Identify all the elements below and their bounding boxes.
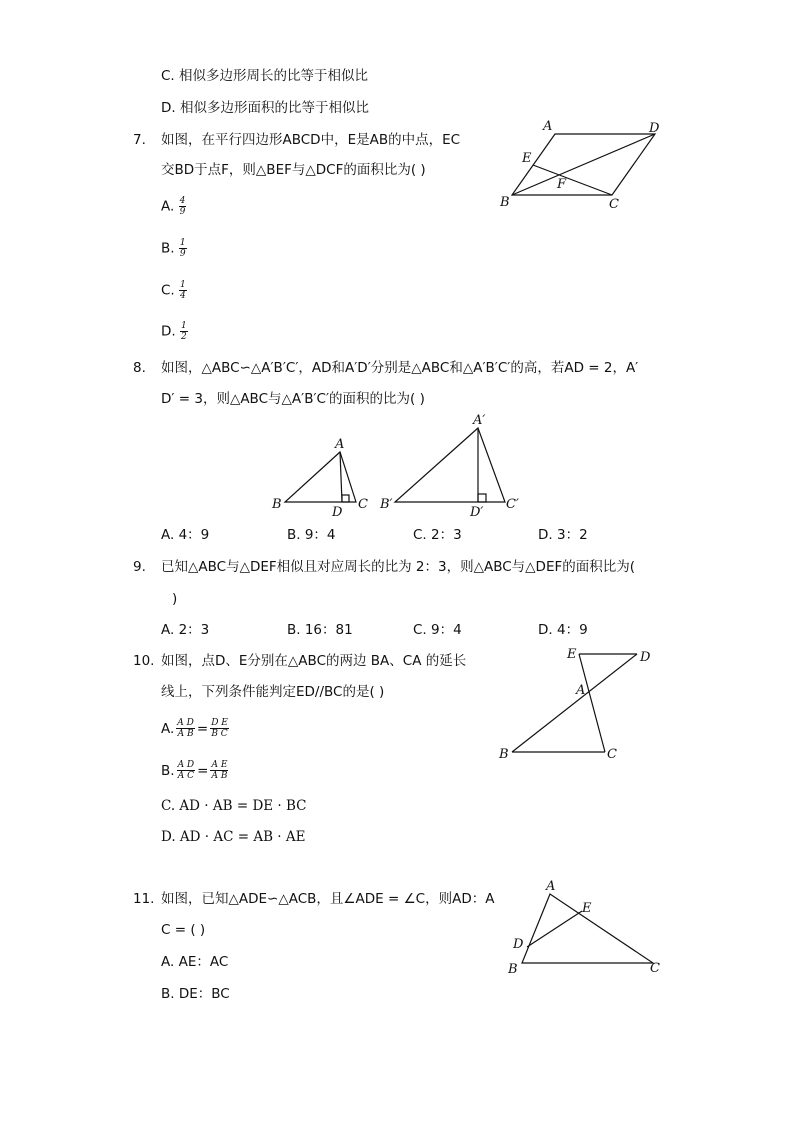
label-a: A: [543, 119, 553, 134]
q7-stem-line1: 如图，在平行四边形ABCD中，E是AB的中点，EC: [161, 132, 461, 148]
q8-option-a: A. 4：9: [161, 527, 210, 543]
q9-option-c: C. 9：4: [413, 622, 462, 638]
q10-a-fraction-left: $\frac{\text{A D}}{\text{A B}}$: [177, 718, 194, 739]
q8-stem-line2: D′ = 3，则△ABC与△A′B′C′的面积的比为( ): [161, 391, 425, 407]
q9-stem-line1: 已知△ABC与△DEF相似且对应周长的比为 2：3，则△ABC与△DEF的面积比为(: [161, 559, 636, 575]
label-e: E: [522, 151, 532, 166]
label-a-prime: A′: [473, 413, 486, 428]
label-a: A: [576, 683, 586, 698]
label-e: E: [567, 647, 577, 662]
q7-option-c-fraction: $\frac{1}{4}$: [180, 280, 186, 301]
label-d-prime: D′: [470, 505, 484, 520]
q7-number: 7.: [133, 132, 146, 148]
q10-option-c: C. AD · AB = DE · BC: [161, 798, 307, 814]
right-angle-d: [342, 495, 349, 502]
label-c: C: [650, 961, 660, 976]
q10-number: 10.: [133, 653, 155, 669]
q9-option-d: D. 4：9: [538, 622, 588, 638]
q10-option-b: B. $\frac{\text{A D}}{\text{A C}}$ = $\frac{\text{A E}}{\text{A B}}$: [161, 760, 228, 781]
segment-ec: [579, 654, 605, 752]
label-a: A: [546, 879, 556, 894]
q9-option-b: B. 16：81: [287, 622, 353, 638]
label-c: C: [358, 497, 368, 512]
label-f: F: [557, 177, 567, 192]
q10-stem-line2: 线上，下列条件能判定ED//BC的是( ): [161, 684, 385, 700]
q7-option-b-fraction: $\frac{1}{9}$: [179, 238, 186, 259]
label-d: D: [649, 121, 660, 136]
label-d: D: [640, 650, 651, 665]
q6-option-c: C. 相似多边形周长的比等于相似比: [161, 68, 369, 84]
label-d: D: [332, 505, 343, 520]
q10-b-fraction-right: $\frac{\text{A E}}{\text{A B}}$: [211, 760, 228, 781]
q7-option-d: D. $\frac{1}{2}$: [161, 321, 187, 342]
q8-option-d: D. 3：2: [538, 527, 588, 543]
label-d: D: [513, 937, 524, 952]
q7-parallelogram-figure: [495, 118, 675, 218]
label-c: C: [609, 197, 619, 212]
q7-option-d-fraction: $\frac{1}{2}$: [180, 321, 187, 342]
q9-option-a: A. 2：3: [161, 622, 210, 638]
q7-option-a: A. $\frac{4}{9}$: [161, 196, 186, 217]
q7-option-c: C. $\frac{1}{4}$: [161, 280, 186, 301]
right-angle-d1: [478, 494, 486, 502]
q11-triangle-figure: [500, 875, 670, 980]
q7-option-a-fraction: $\frac{4}{9}$: [179, 196, 186, 217]
label-e: E: [582, 901, 592, 916]
q8-triangles-figure: [270, 410, 530, 520]
q11-stem-line1: 如图，已知△ADE∽△ACB，且∠ADE = ∠C，则AD：A: [161, 891, 495, 907]
q8-number: 8.: [133, 360, 146, 376]
q7-stem-line2: 交BD于点F，则△BEF与△DCF的面积比为( ): [161, 162, 426, 178]
q9-number: 9.: [133, 559, 146, 575]
label-c-prime: C′: [506, 497, 519, 512]
q6-option-d: D. 相似多边形面积的比等于相似比: [161, 100, 369, 116]
q10-bowtie-figure: [495, 643, 665, 768]
label-c: C: [607, 747, 617, 762]
q8-option-c: C. 2：3: [413, 527, 462, 543]
q11-option-b: B. DE：BC: [161, 986, 230, 1002]
triangle-a1b1c1: [395, 428, 505, 502]
q10-a-fraction-right: $\frac{\text{D E}}{\text{B C}}$: [211, 718, 228, 739]
q10-stem-line1: 如图，点D、E分别在△ABC的两边 BA、CA 的延长: [161, 653, 467, 669]
label-a: A: [335, 437, 345, 452]
q7-option-b: B. $\frac{1}{9}$: [161, 238, 186, 259]
q11-option-a: A. AE：AC: [161, 954, 229, 970]
q11-number: 11.: [133, 891, 155, 907]
label-b-prime: B′: [380, 497, 393, 512]
q10-option-a: A. $\frac{\text{A D}}{\text{A B}}$ = $\frac{\text{D E}}{\text{B C}}$: [161, 718, 228, 739]
label-b: B: [499, 747, 509, 762]
segment-db: [512, 654, 637, 752]
q8-option-b: B. 9：4: [287, 527, 336, 543]
q10-b-fraction-left: $\frac{\text{A D}}{\text{A C}}$: [177, 760, 195, 781]
q8-stem-line1: 如图，△ABC∽△A′B′C′，AD和A′D′分别是△ABC和△A′B′C′的高，若AD = 2，A′: [161, 360, 639, 376]
label-b: B: [272, 497, 282, 512]
label-b: B: [500, 195, 510, 210]
label-b: B: [508, 962, 518, 977]
q10-option-d: D. AD · AC = AB · AE: [161, 829, 306, 845]
q11-stem-line2: C = ( ): [161, 922, 206, 938]
q9-stem-line2: ): [172, 591, 178, 607]
